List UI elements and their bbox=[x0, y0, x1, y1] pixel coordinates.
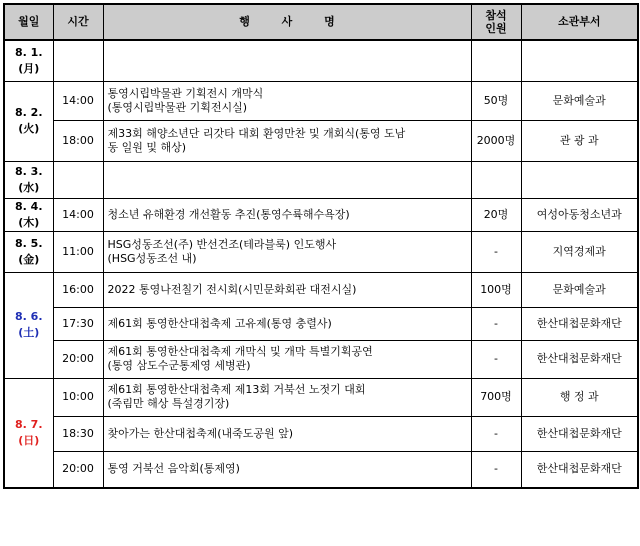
schedule-row bbox=[4, 416, 638, 451]
weekday-label: (日) bbox=[18, 433, 40, 447]
date-cell bbox=[4, 378, 53, 488]
date-label: 8. 3. bbox=[15, 164, 43, 178]
department-cell: 문화예술과 bbox=[521, 81, 638, 120]
event-cell bbox=[103, 231, 471, 272]
date-cell bbox=[4, 272, 53, 378]
event-location: (통영시립박물관 기획전시실) bbox=[107, 100, 248, 114]
schedule-document bbox=[3, 3, 639, 489]
event-title: HSG성동조선(주) 반선건조(테라블룩) 인도행사 bbox=[107, 237, 337, 251]
time-cell: 18:00 bbox=[53, 120, 103, 161]
header-department: 소관부서 bbox=[521, 4, 638, 40]
date-cell bbox=[4, 161, 53, 198]
weekday-label: (火) bbox=[18, 122, 40, 135]
attendance-cell: - bbox=[471, 451, 521, 488]
time-cell: 20:00 bbox=[53, 340, 103, 378]
date-cell bbox=[4, 40, 53, 81]
department-cell: 한산대첩문화재단 bbox=[521, 340, 638, 378]
department-cell bbox=[521, 161, 638, 198]
weekday-label: (土) bbox=[18, 326, 40, 339]
schedule-row bbox=[4, 307, 638, 340]
event-title: 통영 거북선 음악회(통제영) bbox=[107, 462, 240, 476]
header-row bbox=[4, 4, 638, 40]
event-title: 제61회 통영한산대첩축제 개막식 및 개막 특별기획공연 bbox=[107, 345, 373, 358]
header-event: 행 사 명 bbox=[103, 4, 471, 40]
department-cell: 한산대첩문화재단 bbox=[521, 416, 638, 451]
time-cell: 10:00 bbox=[53, 378, 103, 416]
schedule-row bbox=[4, 378, 638, 416]
date-label: 8. 7. bbox=[15, 417, 43, 431]
attendance-cell: 100명 bbox=[471, 272, 521, 307]
attendance-cell bbox=[471, 40, 521, 81]
event-title: 통영시립박물관 기획전시 개막식 bbox=[107, 86, 264, 100]
attendance-cell: 20명 bbox=[471, 198, 521, 231]
department-cell: 관 광 과 bbox=[521, 120, 638, 161]
department-cell: 문화예술과 bbox=[521, 272, 638, 307]
schedule-row bbox=[4, 451, 638, 488]
time-cell: 11:00 bbox=[53, 231, 103, 272]
department-cell bbox=[521, 40, 638, 81]
schedule-body bbox=[4, 40, 638, 488]
attendance-cell: 50명 bbox=[471, 81, 521, 120]
event-location: 동 일원 및 해상) bbox=[107, 140, 187, 154]
event-cell bbox=[103, 198, 471, 231]
department-cell: 여성아동청소년과 bbox=[521, 198, 638, 231]
schedule-row bbox=[4, 340, 638, 378]
event-title: 2022 통영나전칠기 전시회(시민문화회관 대전시실) bbox=[107, 282, 357, 296]
attendance-cell bbox=[471, 161, 521, 198]
schedule-row bbox=[4, 120, 638, 161]
header-attendance-line1: 참석 bbox=[485, 9, 507, 22]
weekday-label: (水) bbox=[18, 180, 40, 194]
date-label: 8. 4. bbox=[15, 199, 43, 213]
event-cell bbox=[103, 120, 471, 161]
event-cell bbox=[103, 451, 471, 488]
event-cell bbox=[103, 378, 471, 416]
department-cell: 행 정 과 bbox=[521, 378, 638, 416]
schedule-row bbox=[4, 198, 638, 231]
event-cell bbox=[103, 416, 471, 451]
event-cell bbox=[103, 161, 471, 198]
time-cell: 18:30 bbox=[53, 416, 103, 451]
date-cell bbox=[4, 198, 53, 231]
attendance-cell: - bbox=[471, 416, 521, 451]
weekday-label: (木) bbox=[18, 215, 40, 229]
attendance-cell: 700명 bbox=[471, 378, 521, 416]
schedule-row bbox=[4, 231, 638, 272]
event-cell bbox=[103, 40, 471, 81]
event-title: 찾아가는 한산대첩축제(내죽도공원 앞) bbox=[107, 426, 294, 440]
schedule-row bbox=[4, 161, 638, 198]
weekday-label: (月) bbox=[18, 61, 40, 75]
attendance-cell: - bbox=[471, 307, 521, 340]
event-title: 제33회 해양소년단 리갓타 대회 환영만찬 및 개회식(통영 도남 bbox=[107, 126, 406, 140]
schedule-row bbox=[4, 40, 638, 81]
event-cell bbox=[103, 81, 471, 120]
weekday-label: (金) bbox=[18, 252, 40, 266]
department-cell: 한산대첩문화재단 bbox=[521, 307, 638, 340]
schedule-row bbox=[4, 272, 638, 307]
time-cell: 14:00 bbox=[53, 81, 103, 120]
event-location: (죽림만 해상 특설경기장) bbox=[107, 397, 230, 410]
date-label: 8. 6. bbox=[15, 310, 43, 323]
event-title: 제61회 통영한산대첩축제 고유제(통영 충렬사) bbox=[107, 316, 332, 330]
attendance-cell: 2000명 bbox=[471, 120, 521, 161]
attendance-cell: - bbox=[471, 340, 521, 378]
event-location: (HSG성동조선 내) bbox=[107, 251, 197, 265]
time-cell: 20:00 bbox=[53, 451, 103, 488]
event-cell bbox=[103, 272, 471, 307]
header-time: 시간 bbox=[53, 4, 103, 40]
event-title: 청소년 유해환경 개선활동 추진(통영수륙해수욕장) bbox=[107, 207, 350, 221]
time-cell: 14:00 bbox=[53, 198, 103, 231]
department-cell: 한산대첩문화재단 bbox=[521, 451, 638, 488]
time-cell: 16:00 bbox=[53, 272, 103, 307]
date-label: 8. 5. bbox=[15, 236, 43, 250]
event-cell bbox=[103, 340, 471, 378]
date-label: 8. 1. bbox=[15, 45, 43, 59]
time-cell bbox=[53, 40, 103, 81]
time-cell bbox=[53, 161, 103, 198]
header-date: 월일 bbox=[4, 4, 53, 40]
schedule-table bbox=[3, 3, 639, 489]
header-attendance-line2: 인원 bbox=[485, 22, 507, 35]
date-cell bbox=[4, 81, 53, 161]
time-cell: 17:30 bbox=[53, 307, 103, 340]
department-cell: 지역경제과 bbox=[521, 231, 638, 272]
attendance-cell: - bbox=[471, 231, 521, 272]
date-label: 8. 2. bbox=[15, 106, 43, 119]
event-title: 제61회 통영한산대첩축제 제13회 거북선 노젓기 대회 bbox=[107, 383, 366, 396]
header-attendance bbox=[471, 4, 521, 40]
date-cell bbox=[4, 231, 53, 272]
event-location: (통영 삼도수군통제영 세병관) bbox=[107, 359, 251, 372]
event-cell bbox=[103, 307, 471, 340]
schedule-row bbox=[4, 81, 638, 120]
